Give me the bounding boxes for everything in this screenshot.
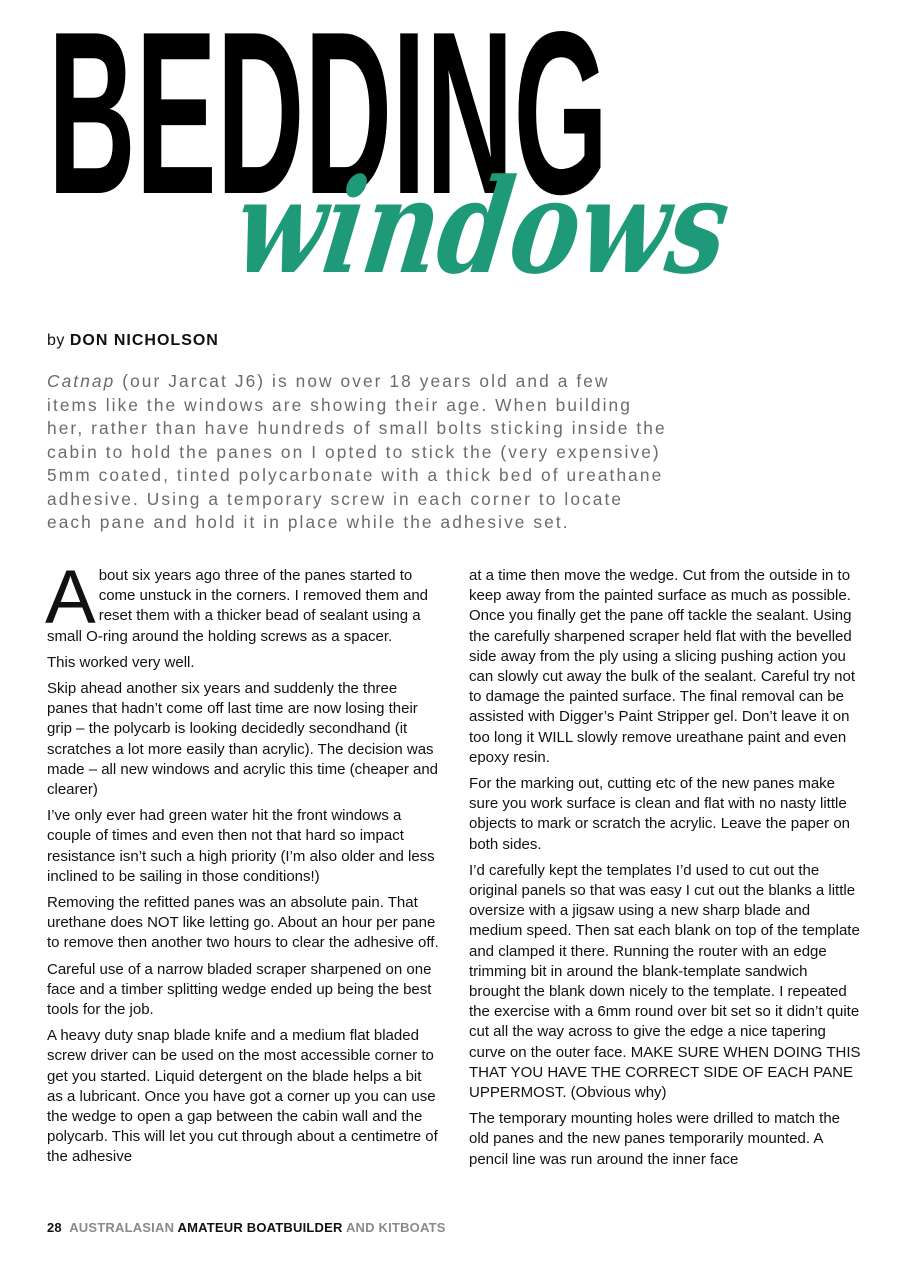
title-script-text: windows bbox=[226, 149, 867, 303]
intro-standfirst bbox=[47, 370, 667, 535]
page-footer bbox=[47, 1220, 446, 1235]
paragraph: A heavy duty snap blade knife and a medium flat bladed screw driver can be used on the most accessible corner to get you started. Liquid detergent on the blade helps a bit as a lubricant. Once you have got a corner up you can use the wedge to open a gap between the cabin wall and the polycarb. This will let you cut through about a centimetre of the adhesive bbox=[47, 1027, 438, 1166]
paragraph: About six years ago three of the panes started to come unstuck in the corners. I removed them and reset them with a thicker bead of sealant using a small O-ring around the holding screws as a spacer. bbox=[45, 555, 429, 645]
paragraph: Skip ahead another six years and suddenly the three panes that hadn’t come off last time are now losing their grip – the polycarb is looking decidedly secondhand (it scratches a lot more easily than acrylic). The decision was made – all new windows and acrylic this time (cheaper and clearer) bbox=[47, 680, 439, 799]
paragraph: For the marking out, cutting etc of the new panes make sure you work surface is clean and flat with no nasty little objects to mark or scratch the acrylic. Leave the paper on both sides. bbox=[469, 775, 851, 853]
byline bbox=[47, 332, 219, 350]
paragraph: I’d carefully kept the templates I’d used to cut out the original panels so that was easy I cut out the blanks a little oversize with a jigsaw using a new sharp blade and medium speed. Then sat each blank on top of the template and clamped it there. Running the router with an edge trimming bit in around the blank-template sandwich brought the blank down nicely to the template. I repeated the exercise with a 6mm round over bit set so it didn’t quite cut all the way across to give the edge a nice tapering curve on the outer face. MAKE SURE WHEN DOING THIS THAT YOU HAVE THE CORRECT SIDE OF EACH PANE UPPERMOST. (Obvious why) bbox=[469, 861, 861, 1102]
page-number: 28 bbox=[47, 1220, 62, 1235]
intro-lead-italic: Catnap bbox=[47, 371, 116, 391]
title-main-text: BEDDING bbox=[48, 0, 608, 243]
paragraph: I’ve only ever had green water hit the front windows a couple of times and even then not that hard so impact resistance isn’t such a high priority (I’m also older and less inclined to be sailing in those conditions!) bbox=[47, 807, 435, 885]
body-column-left bbox=[45, 555, 440, 1174]
byline-author: DON NICHOLSON bbox=[69, 332, 219, 349]
publication-name-part2: AMATEUR BOATBUILDER bbox=[177, 1220, 343, 1235]
paragraph: Removing the refitted panes was an absolute pain. That urethane does NOT like letting go. About an hour per pane to remove then another two hours to clear the adhesive off. bbox=[47, 894, 439, 952]
paragraph: The temporary mounting holes were drilled to match the old panes and the new panes temporarily mounted. A pencil line was run around the inner face bbox=[469, 1110, 841, 1168]
article-title-script bbox=[226, 149, 867, 303]
publication-name-part1: AUSTRALASIAN bbox=[69, 1220, 175, 1235]
intro-text: (our Jarcat J6) is now over 18 years old and a few items like the windows are showing their age. When building her, rather than have hundreds of small bolts sticking inside the cabin to hold the panes on I opted to stick the (very expensive) 5mm coated, tinted polycarbonate with a thick bed of ureathane adhesive. Using a temporary screw in each corner to locate each pane and hold it in place while the adhesive set. bbox=[47, 371, 667, 532]
paragraph: at a time then move the wedge. Cut from the outside in to keep away from the painted surface as much as possible. Once you finally get the pane off tackle the sealant. Using the carefully sharpened scraper held flat with the bevelled side away from the ply using a slicing pushing action you can slowly cut away the bulk of the sealant. Careful try not to damage the painted surface. The final removal can be assisted with Digger’s Paint Stripper gel. Don’t leave it on too long it WILL slowly remove ureathane paint and even epoxy resin. bbox=[469, 567, 856, 766]
drop-cap: A bbox=[45, 555, 96, 640]
body-column-right bbox=[469, 566, 862, 1176]
byline-prefix: by bbox=[47, 332, 65, 349]
publication-name-part3: AND KITBOATS bbox=[345, 1220, 446, 1235]
paragraph: This worked very well. bbox=[47, 653, 195, 671]
paragraph: Careful use of a narrow bladed scraper sharpened on one face and a timber splitting wedge ended up being the best tools for the job. bbox=[47, 960, 432, 1019]
